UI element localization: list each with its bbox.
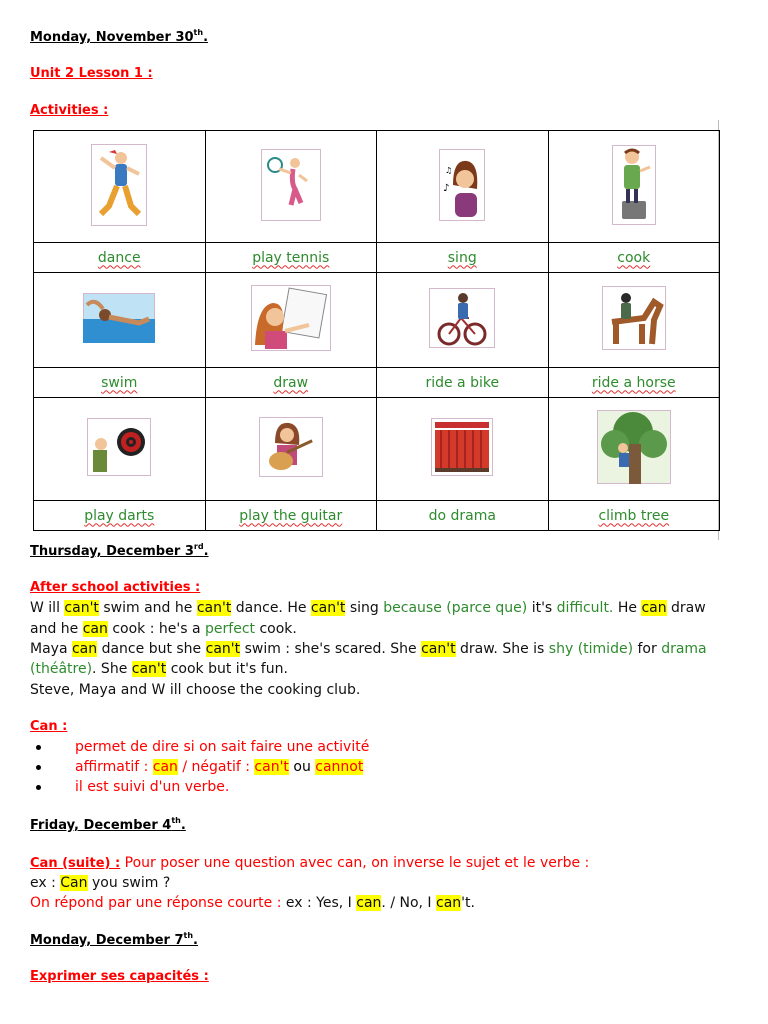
date-monday-nov-30: [30, 28, 208, 45]
cell-dance-image: [34, 131, 206, 243]
cell-bike-image: [377, 273, 549, 368]
table-row: [34, 501, 720, 531]
theatre-image: [431, 418, 493, 476]
date-suffix: rd: [193, 542, 204, 551]
bullet-text: ou: [288, 759, 316, 775]
paragraph-line-2: [30, 619, 297, 639]
highlight-cannot: cannot: [315, 759, 364, 775]
paragraph-line-5: Steve, Maya and W ill choose the cooking club.: [30, 682, 361, 698]
date-end: .: [180, 818, 186, 833]
cell-sing-image: [377, 131, 549, 243]
activity-label: play darts: [84, 507, 155, 524]
text: swim : she's scared. She: [240, 641, 422, 657]
list-item: [30, 757, 369, 777]
label-play-tennis: [205, 243, 377, 273]
highlight-cant: can't: [421, 641, 456, 657]
green-text: perfect: [205, 621, 255, 637]
list-item: [30, 737, 369, 757]
text: it's: [527, 600, 557, 616]
cell-horse-image: [548, 273, 720, 368]
activity-label: do drama: [428, 507, 496, 524]
text: draw. She is: [455, 641, 549, 657]
can-suite-heading: Can (suite) :: [30, 856, 121, 871]
activity-label: cook: [617, 249, 651, 266]
text: . She: [92, 661, 132, 677]
text: sing: [345, 600, 384, 616]
bullet-text: / négatif :: [177, 759, 255, 775]
highlight-can: can: [436, 895, 462, 911]
text: cook.: [255, 621, 297, 637]
text: Maya: [30, 641, 72, 657]
activity-label: play the guitar: [239, 507, 343, 524]
cell-tennis-image: [205, 131, 377, 243]
activity-label: play tennis: [252, 249, 330, 266]
text: dance. He: [231, 600, 311, 616]
exprimer-heading: Exprimer ses capacités :: [30, 969, 209, 984]
highlight-can: can: [152, 759, 178, 775]
table-row: [34, 273, 720, 368]
reply-line: [30, 893, 475, 913]
date-end: .: [203, 544, 209, 559]
dancer-image: [91, 144, 147, 226]
label-ride-a-horse: [548, 368, 720, 398]
date-text: Friday, December 4: [30, 818, 172, 833]
green-text: drama: [661, 641, 707, 657]
highlight-cant: can't: [196, 600, 232, 616]
text: you swim ?: [87, 875, 171, 891]
text: cook but it's fun.: [166, 661, 288, 677]
date-suffix: th: [193, 28, 204, 37]
table-row: [34, 131, 720, 243]
table-row: [34, 368, 720, 398]
after-school-heading: After school activities :: [30, 580, 201, 595]
label-play-the-guitar: [205, 501, 377, 531]
date-suffix: th: [171, 816, 181, 825]
paragraph-line-4: [30, 659, 288, 679]
bullet-text: permet de dire si on sait faire une activité: [75, 739, 370, 755]
green-text: because (parce que): [383, 600, 528, 616]
label-climb-tree: [548, 501, 720, 531]
can-heading: Can :: [30, 719, 68, 734]
guitar-image: [259, 417, 323, 477]
text: ex :: [30, 875, 61, 891]
highlight-can: Can: [60, 875, 88, 891]
date-text: Thursday, December 3: [30, 544, 194, 559]
label-ride-a-bike: [377, 368, 549, 398]
singer-image: [439, 149, 485, 221]
text: and he: [30, 621, 83, 637]
paragraph-line-1: [30, 598, 706, 618]
highlight-cant: can't: [254, 759, 289, 775]
cell-draw-image: [205, 273, 377, 368]
unit-heading: Unit 2 Lesson 1 :: [30, 66, 153, 81]
text: for: [633, 641, 662, 657]
can-suite-line: [30, 853, 589, 874]
label-cook: [548, 243, 720, 273]
date-suffix: th: [183, 931, 194, 940]
date-end: .: [203, 30, 209, 45]
activity-label: draw: [273, 374, 309, 391]
svg-text:♪: ♪: [443, 182, 450, 194]
text: W ill: [30, 600, 65, 616]
date-text: Monday, December 7: [30, 933, 184, 948]
text: . / No, I: [381, 895, 437, 911]
highlight-can: can: [71, 641, 98, 657]
tennis-image: [261, 149, 321, 221]
date-text: Monday, November 30: [30, 30, 194, 45]
text: 't.: [461, 895, 475, 911]
label-draw: [205, 368, 377, 398]
cell-darts-image: [34, 398, 206, 501]
green-text: shy (timide): [548, 641, 634, 657]
activities-table: [33, 130, 720, 531]
cell-guitar-image: [205, 398, 377, 501]
paragraph-line-3: [30, 639, 707, 659]
can-suite-text: Pour poser une question avec can, on inverse le sujet et le verbe :: [120, 855, 590, 871]
label-swim: [34, 368, 206, 398]
cook-image: [612, 145, 656, 225]
green-text: (théâtre): [30, 661, 93, 677]
date-end: .: [193, 933, 198, 948]
date-friday-dec-4: [30, 816, 186, 833]
text: dance but she: [97, 641, 206, 657]
text: cook : he's a: [107, 621, 206, 637]
swimmer-image: [83, 293, 155, 343]
highlight-can: can: [641, 600, 667, 616]
activity-label: ride a horse: [591, 374, 676, 391]
date-thursday-dec-3: [30, 542, 209, 559]
green-text: difficult.: [556, 600, 614, 616]
table-row: [34, 398, 720, 501]
label-play-darts: [34, 501, 206, 531]
highlight-can: can: [82, 621, 108, 637]
label-sing: [377, 243, 549, 273]
activity-label: climb tree: [598, 507, 670, 524]
tree-climber-image: [597, 410, 671, 484]
activity-label: sing: [447, 249, 477, 266]
darts-image: [87, 418, 151, 476]
bullet-icon: [36, 745, 41, 750]
reply-label: On répond par une réponse courte :: [30, 895, 282, 911]
example-line: [30, 873, 170, 893]
cell-cook-image: [548, 131, 720, 243]
activity-label: swim: [101, 374, 138, 391]
highlight-cant: can't: [64, 600, 99, 616]
bullet-icon: [36, 785, 41, 790]
label-dance: [34, 243, 206, 273]
highlight-can: can: [356, 895, 382, 911]
bullet-text: il est suivi d'un verbe.: [75, 779, 230, 795]
bullet-icon: [36, 765, 41, 770]
date-monday-dec-7: [30, 931, 198, 948]
text: swim and he: [98, 600, 197, 616]
highlight-cant: can't: [131, 661, 167, 677]
text: draw: [666, 600, 706, 616]
cyclist-image: [429, 288, 495, 348]
activity-label: ride a bike: [425, 374, 500, 391]
cell-drama-image: [377, 398, 549, 501]
horse-rider-image: [602, 286, 666, 350]
drawing-image: [251, 285, 331, 351]
activity-label: dance: [97, 249, 141, 266]
cell-swim-image: [34, 273, 206, 368]
can-rules-list: [30, 737, 369, 797]
label-do-drama: [377, 501, 549, 531]
activities-heading: Activities :: [30, 103, 109, 118]
svg-text:♫: ♫: [445, 165, 453, 175]
list-item: [30, 777, 369, 797]
text: ex : Yes, I: [281, 895, 357, 911]
cell-climb-image: [548, 398, 720, 501]
highlight-cant: can't: [310, 600, 346, 616]
table-row: [34, 243, 720, 273]
text: He: [613, 600, 642, 616]
bullet-text: affirmatif :: [75, 759, 153, 775]
highlight-cant: can't: [205, 641, 241, 657]
